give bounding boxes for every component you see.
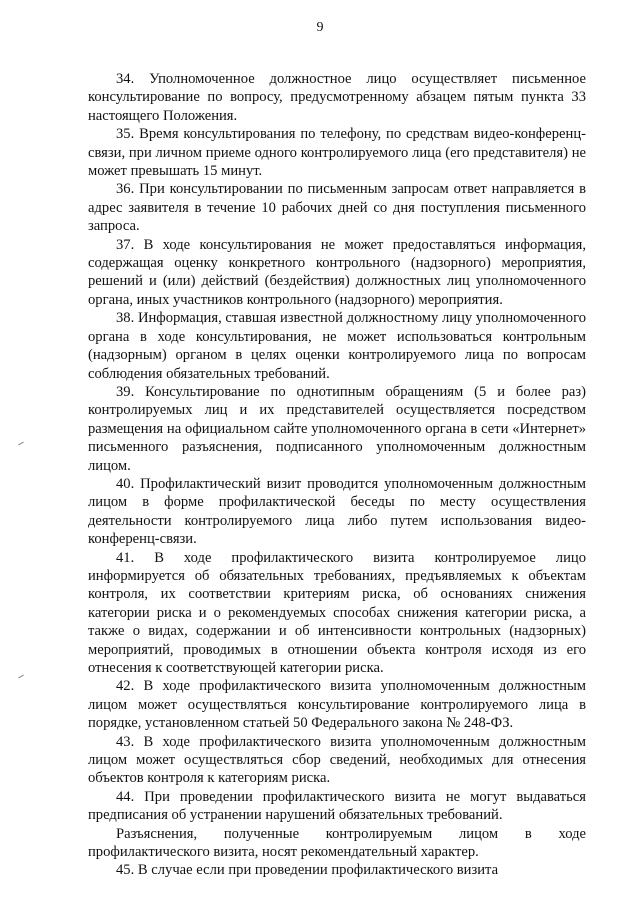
paragraph-42: 42. В ходе профилактического визита уполномоченным должностным лицом может осуществляться консультирование контролируемого лица в порядке, установленном статьей 50 Федерального закона № 248-ФЗ. (88, 678, 586, 732)
page-number: 9 (316, 20, 324, 35)
paragraph-34: 34. Уполномоченное должностное лицо осуществляет письменное консультирование по вопросу, предусмотренному абзацем пятым пункта 33 настоящего Положения. (88, 71, 586, 124)
paragraph-45: 45. В случае если при проведении профилактического визита (116, 862, 499, 879)
paragraph-44: 44. При проведении профилактического визита не могут выдаваться предписания об устранении нарушений обязательных требований. (88, 788, 586, 824)
margin-mark (18, 442, 24, 446)
paragraph-38: 38. Информация, ставшая известной должностному лицу уполномоченного органа в ходе консультирования, не может использоваться контрольным (надзорным) органом в целях оценки контролируемого лица по вопросам соблюдения обязательных требований. (88, 310, 586, 382)
paragraph-44-clarification: Разъяснения, полученные контролируемым лицом в ходе профилактического визита, носят рекомендательный характер. (88, 825, 586, 861)
paragraph-43: 43. В ходе профилактического визита уполномоченным должностным лицом может осуществляться сбор сведений, необходимых для отнесения объектов контроля к категориям риска. (88, 733, 586, 787)
document-body (88, 70, 586, 880)
paragraph-35: 35. Время консультирования по телефону, по средствам видео-конференц-связи, при личном приеме одного контролируемого лица (его представителя) не может превышать 15 минут. (88, 126, 586, 180)
paragraph-37: 37. В ходе консультирования не может предоставляться информация, содержащая оценку конкретного контрольного (надзорного) мероприятия, решений и (или) действий (бездействия) должностных лиц уполномоченного органа, иных участников контрольного (надзорного) мероприятия. (88, 236, 586, 308)
margin-mark (18, 675, 24, 679)
paragraph-39: 39. Консультирование по однотипным обращениям (5 и более раз) контролируемых лиц и их представителей осуществляется посредством размещения на официальном сайте уполномоченного органа в сети «Интернет» письменного разъяснения, подписанного уполномоченным должностным лицом. (88, 383, 586, 474)
paragraph-36: 36. При консультировании по письменным запросам ответ направляется в адрес заявителя в течение 10 рабочих дней со дня поступления письменного запроса. (88, 181, 586, 235)
paragraph-40: 40. Профилактический визит проводится уполномоченным должностным лицом в форме профилактической беседы по месту осуществления деятельности контролируемого лица либо путем использования видео-конференц-связи. (88, 475, 586, 548)
paragraph-41: 41. В ходе профилактического визита контролируемое лицо информируется об обязательных требованиях, предъявляемых к объектам контроля, их соответствии критериям риска, об основаниях снижения категории риска и о рекомендуемых способах снижения категории риска, а также о видах, содержании и об интенсивности контрольных (надзорных) мероприятий, проводимых в отношении объекта контроля исходя из его отнесения к соответствующей категории риска. (88, 549, 586, 676)
